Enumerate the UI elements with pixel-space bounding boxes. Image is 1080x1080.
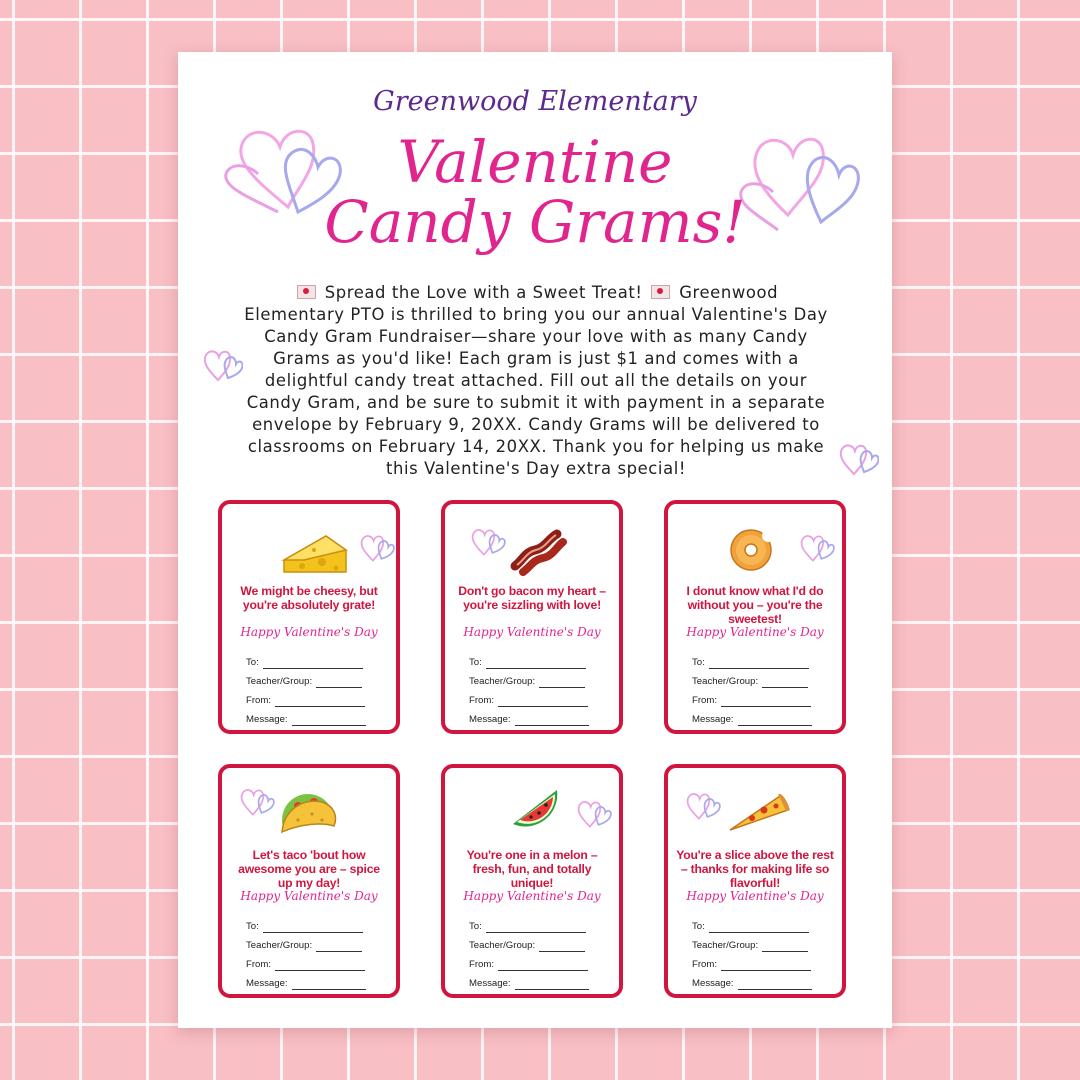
field-from-label: From:	[692, 959, 718, 970]
intro-headline: Spread the Love with a Sweet Treat!	[324, 283, 643, 302]
field-to[interactable]	[469, 650, 607, 669]
card-fields	[469, 650, 607, 726]
field-teacher-group[interactable]	[469, 933, 607, 952]
card-message: Let's taco 'bout how awesome you are – spice up my day!	[238, 848, 380, 890]
card-greeting: Happy Valentine's Day	[240, 625, 378, 639]
field-from-label: From:	[469, 695, 495, 706]
field-teacher-group[interactable]	[246, 669, 384, 688]
small-hearts-left	[198, 342, 243, 384]
field-to[interactable]	[246, 650, 384, 669]
card-greeting: Happy Valentine's Day	[240, 889, 378, 903]
field-from[interactable]	[469, 952, 607, 971]
field-message[interactable]	[469, 971, 607, 990]
field-message-label: Message:	[246, 714, 288, 725]
hearts-decoration-small	[354, 528, 396, 564]
card-fields	[692, 914, 830, 990]
flyer-title	[178, 128, 892, 256]
field-message[interactable]	[246, 707, 384, 726]
field-message[interactable]	[692, 971, 830, 990]
love-letter-icon	[651, 285, 670, 299]
field-to-label: To:	[692, 921, 705, 932]
pizza-icon	[668, 780, 850, 840]
card-message: We might be cheesy, but you're absolutely grate!	[240, 584, 378, 612]
field-message-label: Message:	[246, 978, 288, 989]
field-teacher-label: Teacher/Group:	[469, 940, 536, 951]
love-letter-icon	[297, 285, 316, 299]
field-message[interactable]	[246, 971, 384, 990]
field-message[interactable]	[469, 707, 607, 726]
card-greeting: Happy Valentine's Day	[463, 625, 601, 639]
candy-gram-card-donut	[664, 500, 846, 734]
candy-gram-card-taco	[218, 764, 400, 998]
card-message: Don't go bacon my heart – you're sizzling with love!	[458, 584, 606, 612]
field-message-label: Message:	[469, 978, 511, 989]
field-to[interactable]	[469, 914, 607, 933]
card-message: You're a slice above the rest – thanks for making life so flavorful!	[676, 848, 834, 890]
field-teacher-label: Teacher/Group:	[246, 676, 313, 687]
bacon-icon	[445, 516, 627, 576]
field-teacher-group[interactable]	[469, 669, 607, 688]
field-message-label: Message:	[692, 714, 734, 725]
field-message[interactable]	[692, 707, 830, 726]
field-from[interactable]	[692, 952, 830, 971]
field-from-label: From:	[692, 695, 718, 706]
field-to-label: To:	[246, 921, 259, 932]
field-teacher-label: Teacher/Group:	[692, 676, 759, 687]
candy-gram-card-cheese	[218, 500, 400, 734]
field-from[interactable]	[246, 952, 384, 971]
field-to[interactable]	[692, 914, 830, 933]
field-to-label: To:	[692, 657, 705, 668]
field-to-label: To:	[246, 657, 259, 668]
intro-paragraph	[244, 282, 828, 480]
field-from[interactable]	[692, 688, 830, 707]
title-line-2: Candy Grams!	[324, 188, 746, 256]
card-greeting: Happy Valentine's Day	[686, 625, 824, 639]
hearts-decoration-small	[571, 794, 613, 830]
card-message: You're one in a melon – fresh, fun, and totally unique!	[466, 848, 598, 890]
candy-gram-card-bacon	[441, 500, 623, 734]
candy-gram-card-pizza	[664, 764, 846, 998]
field-to-label: To:	[469, 657, 482, 668]
field-to[interactable]	[692, 650, 830, 669]
field-teacher-group[interactable]	[692, 669, 830, 688]
card-greeting: Happy Valentine's Day	[686, 889, 824, 903]
field-from[interactable]	[469, 688, 607, 707]
field-to[interactable]	[246, 914, 384, 933]
field-to-label: To:	[469, 921, 482, 932]
card-message: I donut know what I'd do without you – you're the sweetest!	[686, 584, 824, 626]
field-message-label: Message:	[692, 978, 734, 989]
title-line-1: Valentine	[397, 128, 673, 196]
field-teacher-label: Teacher/Group:	[469, 676, 536, 687]
intro-body: Greenwood Elementary PTO is thrilled to bring you our annual Valentine's Day Candy Gram Fundraiser—share your love with as many Candy Grams as you'd like! Each gram is just $1 and comes with a delightful candy treat attached. Fill out all the details on your Candy Gram, and be sure to submit it with payment in a separate envelope by February 9, 20XX. Candy Grams will be delivered to classrooms on February 14, 20XX. Thank you for helping us make this Valentine's Day extra special!	[244, 283, 828, 478]
school-name: Greenwood Elementary	[373, 86, 697, 117]
card-fields	[469, 914, 607, 990]
field-teacher-label: Teacher/Group:	[246, 940, 313, 951]
field-from[interactable]	[246, 688, 384, 707]
card-fields	[246, 650, 384, 726]
card-fields	[692, 650, 830, 726]
field-from-label: From:	[469, 959, 495, 970]
field-teacher-group[interactable]	[692, 933, 830, 952]
card-greeting: Happy Valentine's Day	[463, 889, 601, 903]
flyer-page	[178, 52, 892, 1028]
taco-icon	[222, 780, 404, 840]
field-teacher-label: Teacher/Group:	[692, 940, 759, 951]
hearts-decoration-small	[794, 528, 836, 564]
field-message-label: Message:	[469, 714, 511, 725]
field-teacher-group[interactable]	[246, 933, 384, 952]
card-fields	[246, 914, 384, 990]
field-from-label: From:	[246, 695, 272, 706]
small-hearts-right	[834, 436, 879, 478]
field-from-label: From:	[246, 959, 272, 970]
candy-gram-card-watermelon	[441, 764, 623, 998]
